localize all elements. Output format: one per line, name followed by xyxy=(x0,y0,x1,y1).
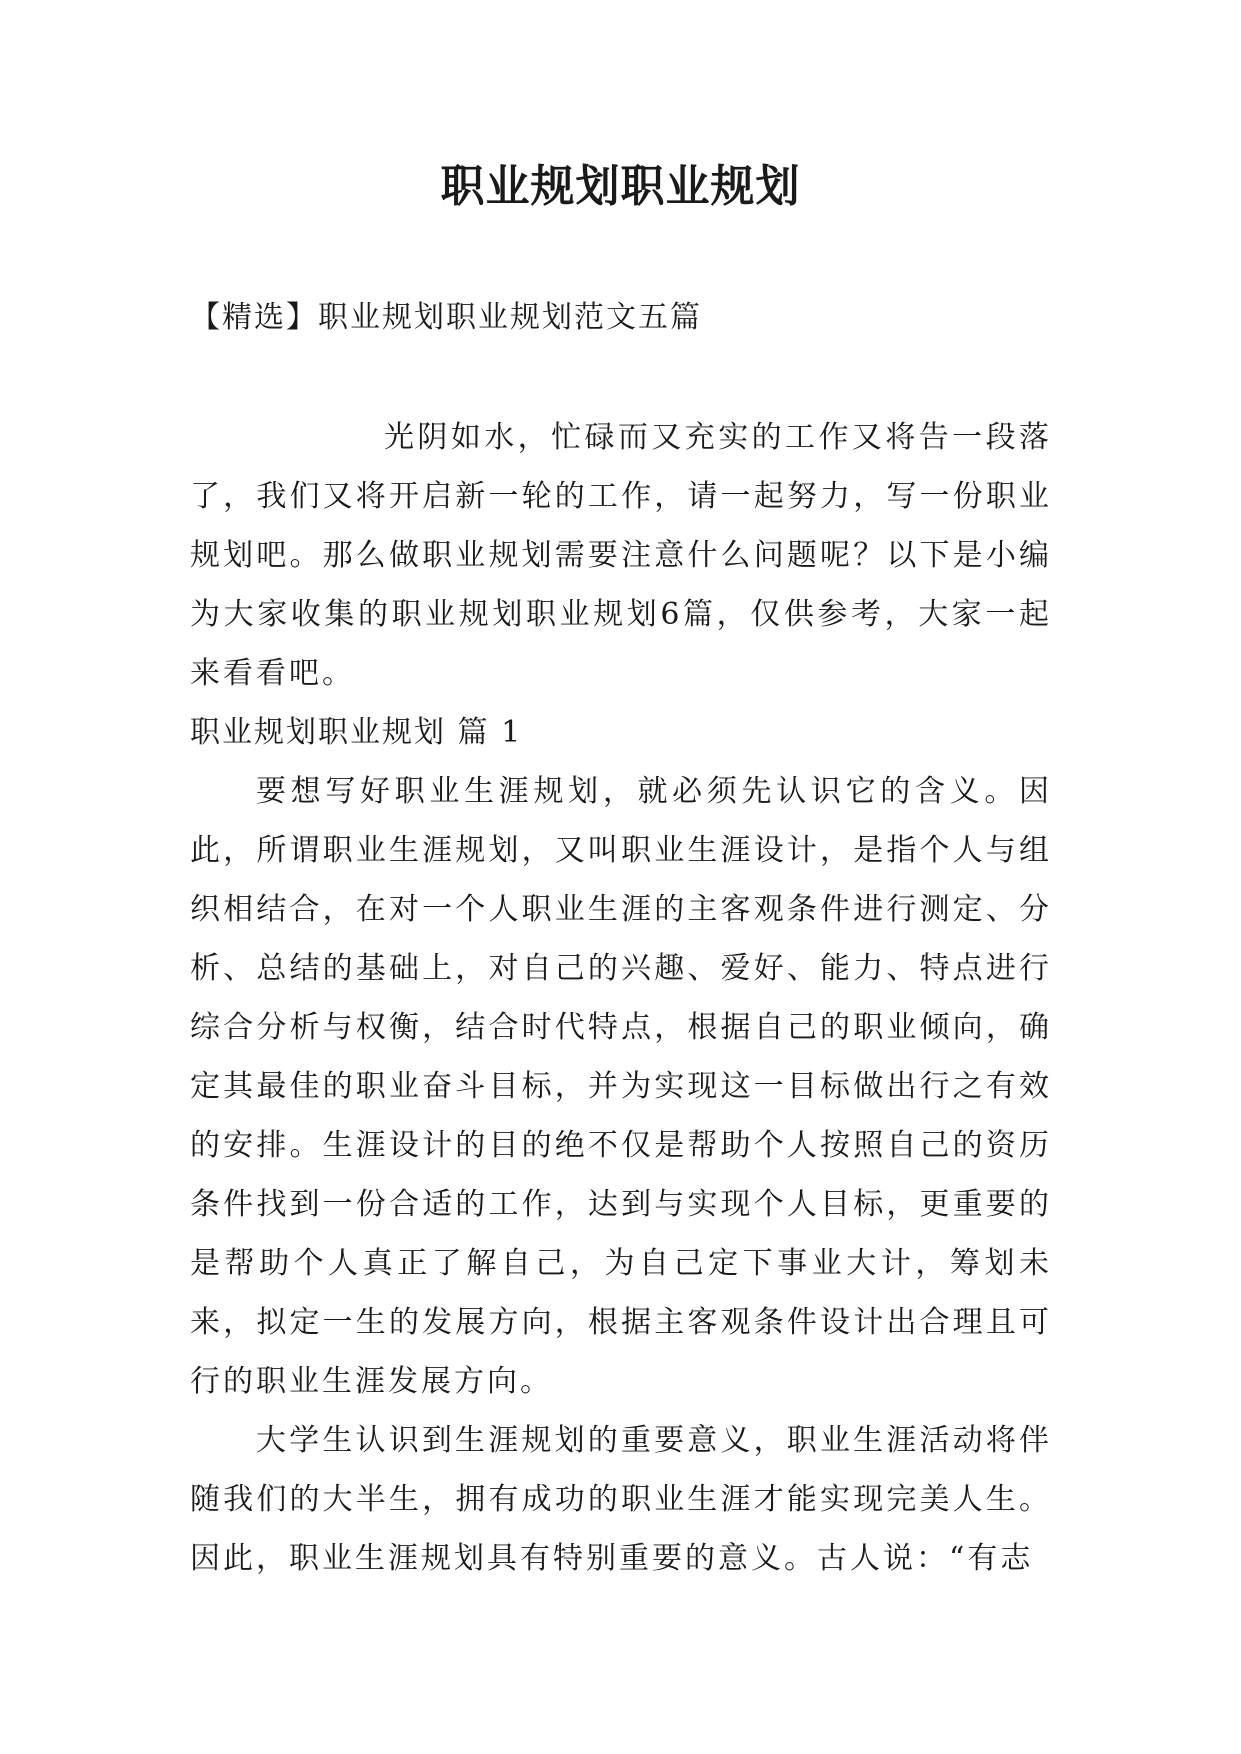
document-body xyxy=(190,408,1052,1588)
intro-paragraph: 光阴如水，忙碌而又充实的工作又将告一段落了，我们又将开启新一轮的工作，请一起努力，写一份职业规划吧。那么做职业规划需要注意什么问题呢？以下是小编为大家收集的职业规划职业规划6篇，仅供参考，大家一起来看看吧。 xyxy=(190,420,1052,691)
document-subtitle: 【精选】职业规划职业规划范文五篇 xyxy=(190,300,702,335)
body-paragraph-1: 要想写好职业生涯规划，就必须先认识它的含义。因此，所谓职业生涯规划，又叫职业生涯设计，是指个人与组织相结合，在对一个人职业生涯的主客观条件进行测定、分析、总结的基础上，对自己的兴趣、爱好、能力、特点进行综合分析与权衡，结合时代特点，根据自己的职业倾向，确定其最佳的职业奋斗目标，并为实现这一目标做出行之有效的安排。生涯设计的目的绝不仅是帮助个人按照自己的资历条件找到一份合适的工作，达到与实现个人目标，更重要的是帮助个人真正了解自己，为自己定下事业大计，筹划未来，拟定一生的发展方向，根据主客观条件设计出合理且可行的职业生涯发展方向。 xyxy=(190,774,1052,1399)
section-heading: 职业规划职业规划 篇 1 xyxy=(190,715,523,750)
body-paragraph-2: 大学生认识到生涯规划的重要意义，职业生涯活动将伴随我们的大半生，拥有成功的职业生涯才能实现完美人生。因此，职业生涯规划具有特别重要的意义。古人说：“有志 xyxy=(190,1423,1052,1576)
document-title: 职业规划职业规划 xyxy=(440,161,801,212)
